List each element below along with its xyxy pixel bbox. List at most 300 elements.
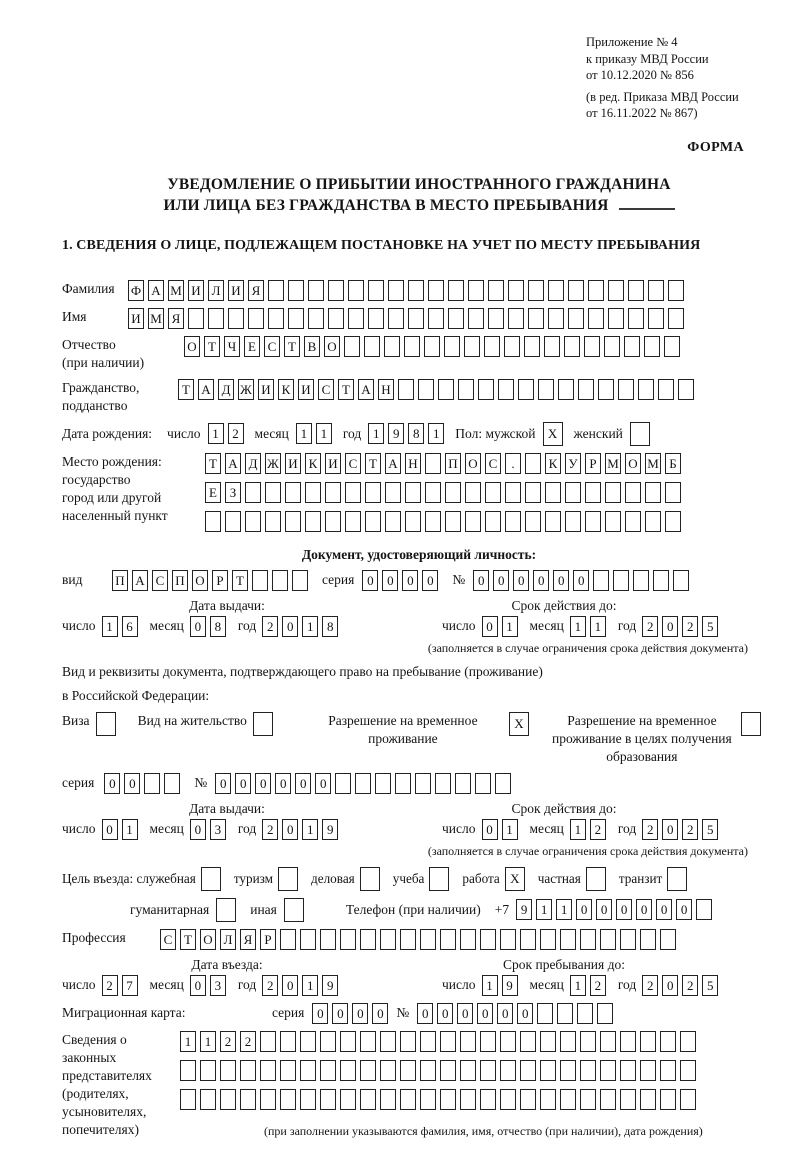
char-box[interactable]	[420, 1060, 436, 1081]
char-box[interactable]	[528, 280, 544, 301]
char-box[interactable]: 0	[402, 570, 418, 591]
char-box[interactable]: 0	[676, 899, 692, 920]
char-box[interactable]	[340, 929, 356, 950]
char-box[interactable]	[260, 1031, 276, 1052]
purpose-official-checkbox[interactable]	[201, 867, 225, 891]
char-box[interactable]	[605, 482, 621, 503]
char-box[interactable]	[480, 1031, 496, 1052]
char-box[interactable]	[285, 482, 301, 503]
char-box[interactable]	[280, 1089, 296, 1110]
char-box[interactable]	[448, 308, 464, 329]
char-box[interactable]: 1	[302, 616, 318, 637]
char-box[interactable]: О	[200, 929, 216, 950]
char-box[interactable]: 1	[302, 819, 318, 840]
char-box[interactable]	[444, 336, 460, 357]
char-box[interactable]	[537, 1003, 553, 1024]
doc-issue-year-boxes[interactable]	[262, 616, 342, 637]
char-box[interactable]: 2	[682, 616, 698, 637]
char-box[interactable]	[540, 1031, 556, 1052]
char-box[interactable]: 1	[180, 1031, 196, 1052]
doc-number-boxes[interactable]	[473, 570, 693, 591]
char-box[interactable]	[280, 929, 296, 950]
char-box[interactable]: 2	[642, 975, 658, 996]
purpose-private-checkbox[interactable]	[586, 867, 610, 891]
char-box[interactable]	[560, 1060, 576, 1081]
char-box[interactable]	[485, 511, 501, 532]
char-box[interactable]: О	[324, 336, 340, 357]
char-box[interactable]	[668, 308, 684, 329]
char-box[interactable]	[648, 280, 664, 301]
char-box[interactable]: 0	[215, 773, 231, 794]
char-box[interactable]: 5	[702, 819, 718, 840]
char-box[interactable]	[557, 1003, 573, 1024]
purpose-work-checkbox[interactable]	[505, 867, 529, 891]
char-box[interactable]	[664, 336, 680, 357]
birthplace-boxes-1[interactable]	[205, 453, 685, 474]
char-box[interactable]	[625, 482, 641, 503]
char-box[interactable]: 1	[556, 899, 572, 920]
char-box[interactable]	[495, 773, 511, 794]
char-box[interactable]	[605, 511, 621, 532]
checkbox-cell[interactable]	[278, 867, 298, 891]
char-box[interactable]	[388, 308, 404, 329]
char-box[interactable]: 2	[590, 819, 606, 840]
char-box[interactable]	[405, 511, 421, 532]
checkbox-cell[interactable]	[96, 712, 116, 736]
birthplace-boxes-3[interactable]	[205, 511, 685, 532]
char-box[interactable]	[225, 511, 241, 532]
char-box[interactable]	[245, 511, 261, 532]
char-box[interactable]	[365, 482, 381, 503]
migration-series-boxes[interactable]	[312, 1003, 392, 1024]
purpose-tourism-checkbox[interactable]	[278, 867, 302, 891]
char-box[interactable]	[504, 336, 520, 357]
char-box[interactable]	[380, 1031, 396, 1052]
char-box[interactable]	[340, 1060, 356, 1081]
char-box[interactable]	[348, 308, 364, 329]
char-box[interactable]: 0	[497, 1003, 513, 1024]
char-box[interactable]	[164, 773, 180, 794]
char-box[interactable]	[272, 570, 288, 591]
checkbox-cell[interactable]	[429, 867, 449, 891]
char-box[interactable]: 1	[482, 975, 498, 996]
char-box[interactable]	[597, 1003, 613, 1024]
char-box[interactable]: А	[358, 379, 374, 400]
char-box[interactable]: Я	[248, 280, 264, 301]
char-box[interactable]: 1	[296, 423, 312, 444]
char-box[interactable]: 0	[482, 616, 498, 637]
char-box[interactable]: 0	[482, 819, 498, 840]
char-box[interactable]	[498, 379, 514, 400]
doc-series-boxes[interactable]	[362, 570, 442, 591]
char-box[interactable]: 1	[536, 899, 552, 920]
char-box[interactable]	[628, 308, 644, 329]
char-box[interactable]	[604, 336, 620, 357]
char-box[interactable]	[640, 1060, 656, 1081]
char-box[interactable]	[260, 1060, 276, 1081]
stay-day-boxes[interactable]	[482, 975, 522, 996]
char-box[interactable]: Е	[244, 336, 260, 357]
char-box[interactable]	[328, 308, 344, 329]
char-box[interactable]	[400, 1031, 416, 1052]
char-box[interactable]	[558, 379, 574, 400]
char-box[interactable]	[420, 929, 436, 950]
char-box[interactable]: Я	[240, 929, 256, 950]
char-box[interactable]	[578, 379, 594, 400]
char-box[interactable]: 2	[642, 819, 658, 840]
char-box[interactable]: П	[172, 570, 188, 591]
char-box[interactable]	[568, 280, 584, 301]
char-box[interactable]	[673, 570, 689, 591]
char-box[interactable]	[428, 308, 444, 329]
char-box[interactable]: К	[545, 453, 561, 474]
char-box[interactable]: 1	[368, 423, 384, 444]
citizenship-boxes[interactable]	[178, 379, 698, 400]
char-box[interactable]	[355, 773, 371, 794]
char-box[interactable]	[660, 1060, 676, 1081]
char-box[interactable]: 0	[235, 773, 251, 794]
char-box[interactable]: 1	[570, 819, 586, 840]
char-box[interactable]	[565, 511, 581, 532]
doc-valid-year-boxes[interactable]	[642, 616, 722, 637]
char-box[interactable]: К	[305, 453, 321, 474]
char-box[interactable]	[633, 570, 649, 591]
char-box[interactable]: 0	[362, 570, 378, 591]
char-box[interactable]	[300, 1060, 316, 1081]
given-name-boxes[interactable]	[128, 308, 688, 329]
char-box[interactable]: 0	[533, 570, 549, 591]
char-box[interactable]	[360, 1089, 376, 1110]
char-box[interactable]: О	[465, 453, 481, 474]
char-box[interactable]	[404, 336, 420, 357]
char-box[interactable]: 9	[322, 819, 338, 840]
char-box[interactable]	[252, 570, 268, 591]
char-box[interactable]: Т	[178, 379, 194, 400]
sex-female-checkbox[interactable]	[630, 422, 654, 446]
purpose-study-checkbox[interactable]	[429, 867, 453, 891]
char-box[interactable]	[398, 379, 414, 400]
char-box[interactable]	[545, 511, 561, 532]
char-box[interactable]: 0	[576, 899, 592, 920]
char-box[interactable]: А	[385, 453, 401, 474]
char-box[interactable]	[488, 280, 504, 301]
doc-valid-day-boxes[interactable]	[482, 616, 522, 637]
char-box[interactable]	[200, 1089, 216, 1110]
char-box[interactable]: И	[298, 379, 314, 400]
char-box[interactable]	[588, 308, 604, 329]
char-box[interactable]	[360, 1060, 376, 1081]
char-box[interactable]: 0	[437, 1003, 453, 1024]
char-box[interactable]: В	[304, 336, 320, 357]
char-box[interactable]: А	[148, 280, 164, 301]
char-box[interactable]: С	[485, 453, 501, 474]
char-box[interactable]	[268, 308, 284, 329]
stay-month-boxes[interactable]	[570, 975, 610, 996]
purpose-humanitarian-checkbox[interactable]	[216, 898, 240, 922]
checkbox-cell[interactable]	[201, 867, 221, 891]
char-box[interactable]: 0	[662, 975, 678, 996]
char-box[interactable]	[580, 1089, 596, 1110]
char-box[interactable]: Т	[232, 570, 248, 591]
char-box[interactable]	[325, 482, 341, 503]
char-box[interactable]: 0	[255, 773, 271, 794]
char-box[interactable]: 6	[122, 616, 138, 637]
char-box[interactable]	[288, 280, 304, 301]
char-box[interactable]: 1	[502, 819, 518, 840]
char-box[interactable]	[280, 1060, 296, 1081]
char-box[interactable]	[468, 308, 484, 329]
char-box[interactable]	[364, 336, 380, 357]
char-box[interactable]: Н	[378, 379, 394, 400]
patronymic-boxes[interactable]	[184, 336, 684, 357]
char-box[interactable]: 5	[702, 975, 718, 996]
char-box[interactable]: 0	[573, 570, 589, 591]
char-box[interactable]	[638, 379, 654, 400]
char-box[interactable]: 0	[352, 1003, 368, 1024]
char-box[interactable]	[265, 482, 281, 503]
char-box[interactable]	[520, 1031, 536, 1052]
char-box[interactable]	[678, 379, 694, 400]
migration-number-boxes[interactable]	[417, 1003, 617, 1024]
char-box[interactable]	[400, 929, 416, 950]
char-box[interactable]	[220, 1060, 236, 1081]
char-box[interactable]	[380, 929, 396, 950]
char-box[interactable]	[580, 929, 596, 950]
char-box[interactable]: И	[325, 453, 341, 474]
char-box[interactable]	[385, 482, 401, 503]
char-box[interactable]	[455, 773, 471, 794]
birth-day-boxes[interactable]	[208, 423, 248, 444]
char-box[interactable]	[440, 1089, 456, 1110]
char-box[interactable]: А	[225, 453, 241, 474]
char-box[interactable]: 0	[102, 819, 118, 840]
char-box[interactable]	[200, 1060, 216, 1081]
char-box[interactable]	[440, 929, 456, 950]
char-box[interactable]: Т	[338, 379, 354, 400]
char-box[interactable]	[640, 1031, 656, 1052]
char-box[interactable]	[205, 511, 221, 532]
char-box[interactable]: 1	[590, 616, 606, 637]
char-box[interactable]: 1	[208, 423, 224, 444]
doc-valid-month-boxes[interactable]	[570, 616, 610, 637]
char-box[interactable]: 1	[200, 1031, 216, 1052]
residence-permit-checkbox[interactable]	[253, 712, 277, 736]
char-box[interactable]	[415, 773, 431, 794]
char-box[interactable]	[300, 1089, 316, 1110]
char-box[interactable]: 1	[502, 616, 518, 637]
char-box[interactable]	[696, 899, 712, 920]
char-box[interactable]: 0	[422, 570, 438, 591]
char-box[interactable]: 0	[477, 1003, 493, 1024]
char-box[interactable]: З	[225, 482, 241, 503]
char-box[interactable]: Т	[180, 929, 196, 950]
char-box[interactable]	[508, 308, 524, 329]
char-box[interactable]	[624, 336, 640, 357]
char-box[interactable]: 0	[596, 899, 612, 920]
char-box[interactable]	[425, 511, 441, 532]
char-box[interactable]	[465, 482, 481, 503]
char-box[interactable]: Д	[245, 453, 261, 474]
char-box[interactable]: Ж	[265, 453, 281, 474]
char-box[interactable]	[560, 1031, 576, 1052]
char-box[interactable]	[500, 1089, 516, 1110]
char-box[interactable]: 0	[493, 570, 509, 591]
char-box[interactable]	[545, 482, 561, 503]
char-box[interactable]	[600, 1031, 616, 1052]
char-box[interactable]	[608, 308, 624, 329]
char-box[interactable]	[613, 570, 629, 591]
char-box[interactable]: П	[112, 570, 128, 591]
char-box[interactable]: 3	[210, 975, 226, 996]
char-box[interactable]	[524, 336, 540, 357]
char-box[interactable]	[460, 1031, 476, 1052]
char-box[interactable]: 2	[590, 975, 606, 996]
char-box[interactable]: Л	[208, 280, 224, 301]
char-box[interactable]	[280, 1031, 296, 1052]
char-box[interactable]	[560, 1089, 576, 1110]
visa-checkbox[interactable]	[96, 712, 120, 736]
permit-series-boxes[interactable]	[104, 773, 184, 794]
char-box[interactable]	[144, 773, 160, 794]
char-box[interactable]: Н	[405, 453, 421, 474]
char-box[interactable]	[475, 773, 491, 794]
char-box[interactable]: 0	[457, 1003, 473, 1024]
char-box[interactable]: И	[258, 379, 274, 400]
char-box[interactable]	[480, 929, 496, 950]
profession-boxes[interactable]	[160, 929, 680, 950]
char-box[interactable]	[644, 336, 660, 357]
char-box[interactable]: А	[132, 570, 148, 591]
char-box[interactable]	[560, 929, 576, 950]
checkbox-cell[interactable]	[216, 898, 236, 922]
char-box[interactable]: 0	[513, 570, 529, 591]
char-box[interactable]: 8	[210, 616, 226, 637]
char-box[interactable]: С	[318, 379, 334, 400]
checkbox-cell[interactable]: X	[543, 422, 563, 446]
char-box[interactable]	[600, 1060, 616, 1081]
char-box[interactable]: 1	[570, 616, 586, 637]
char-box[interactable]	[188, 308, 204, 329]
char-box[interactable]	[500, 929, 516, 950]
birth-month-boxes[interactable]	[296, 423, 336, 444]
phone-boxes[interactable]	[516, 899, 716, 920]
char-box[interactable]	[565, 482, 581, 503]
char-box[interactable]	[365, 511, 381, 532]
char-box[interactable]	[577, 1003, 593, 1024]
char-box[interactable]	[580, 1060, 596, 1081]
char-box[interactable]	[620, 1060, 636, 1081]
char-box[interactable]: Р	[212, 570, 228, 591]
char-box[interactable]: Ч	[224, 336, 240, 357]
char-box[interactable]	[360, 1031, 376, 1052]
char-box[interactable]	[585, 511, 601, 532]
char-box[interactable]: 0	[553, 570, 569, 591]
char-box[interactable]	[384, 336, 400, 357]
char-box[interactable]	[208, 308, 224, 329]
checkbox-cell[interactable]: X	[509, 712, 529, 736]
char-box[interactable]	[380, 1089, 396, 1110]
char-box[interactable]	[500, 1060, 516, 1081]
char-box[interactable]: 0	[282, 975, 298, 996]
char-box[interactable]: Я	[168, 308, 184, 329]
doc-issue-month-boxes[interactable]	[190, 616, 230, 637]
char-box[interactable]: У	[565, 453, 581, 474]
char-box[interactable]: 1	[102, 616, 118, 637]
doc-issue-day-boxes[interactable]	[102, 616, 142, 637]
char-box[interactable]	[420, 1089, 436, 1110]
char-box[interactable]: Ж	[238, 379, 254, 400]
char-box[interactable]	[628, 280, 644, 301]
char-box[interactable]	[220, 1089, 236, 1110]
char-box[interactable]	[585, 482, 601, 503]
char-box[interactable]	[584, 336, 600, 357]
char-box[interactable]	[620, 1031, 636, 1052]
char-box[interactable]	[505, 482, 521, 503]
char-box[interactable]: 8	[322, 616, 338, 637]
char-box[interactable]	[598, 379, 614, 400]
checkbox-cell[interactable]: X	[505, 867, 525, 891]
char-box[interactable]	[395, 773, 411, 794]
char-box[interactable]	[320, 1031, 336, 1052]
char-box[interactable]: Л	[220, 929, 236, 950]
char-box[interactable]	[680, 1031, 696, 1052]
char-box[interactable]: 0	[417, 1003, 433, 1024]
checkbox-cell[interactable]	[586, 867, 606, 891]
char-box[interactable]	[520, 929, 536, 950]
checkbox-cell[interactable]	[284, 898, 304, 922]
checkbox-cell[interactable]	[630, 422, 650, 446]
char-box[interactable]	[180, 1089, 196, 1110]
char-box[interactable]	[448, 280, 464, 301]
char-box[interactable]	[658, 379, 674, 400]
char-box[interactable]: 9	[502, 975, 518, 996]
char-box[interactable]	[600, 929, 616, 950]
char-box[interactable]: 0	[295, 773, 311, 794]
char-box[interactable]	[424, 336, 440, 357]
char-box[interactable]	[653, 570, 669, 591]
char-box[interactable]	[345, 511, 361, 532]
permit-issue-month-boxes[interactable]	[190, 819, 230, 840]
char-box[interactable]: 1	[316, 423, 332, 444]
char-box[interactable]	[600, 1089, 616, 1110]
char-box[interactable]	[408, 280, 424, 301]
char-box[interactable]	[300, 1031, 316, 1052]
char-box[interactable]	[458, 379, 474, 400]
char-box[interactable]	[228, 308, 244, 329]
char-box[interactable]	[645, 482, 661, 503]
char-box[interactable]: И	[228, 280, 244, 301]
char-box[interactable]	[645, 511, 661, 532]
char-box[interactable]	[388, 280, 404, 301]
char-box[interactable]	[180, 1060, 196, 1081]
char-box[interactable]	[438, 379, 454, 400]
checkbox-cell[interactable]	[667, 867, 687, 891]
char-box[interactable]: 2	[228, 423, 244, 444]
char-box[interactable]	[625, 511, 641, 532]
char-box[interactable]	[518, 379, 534, 400]
char-box[interactable]: 5	[702, 616, 718, 637]
char-box[interactable]: 0	[315, 773, 331, 794]
birth-year-boxes[interactable]	[368, 423, 448, 444]
char-box[interactable]: 2	[240, 1031, 256, 1052]
char-box[interactable]	[564, 336, 580, 357]
char-box[interactable]	[268, 280, 284, 301]
char-box[interactable]: Т	[204, 336, 220, 357]
char-box[interactable]	[248, 308, 264, 329]
char-box[interactable]: 3	[210, 819, 226, 840]
char-box[interactable]: С	[264, 336, 280, 357]
char-box[interactable]	[325, 511, 341, 532]
